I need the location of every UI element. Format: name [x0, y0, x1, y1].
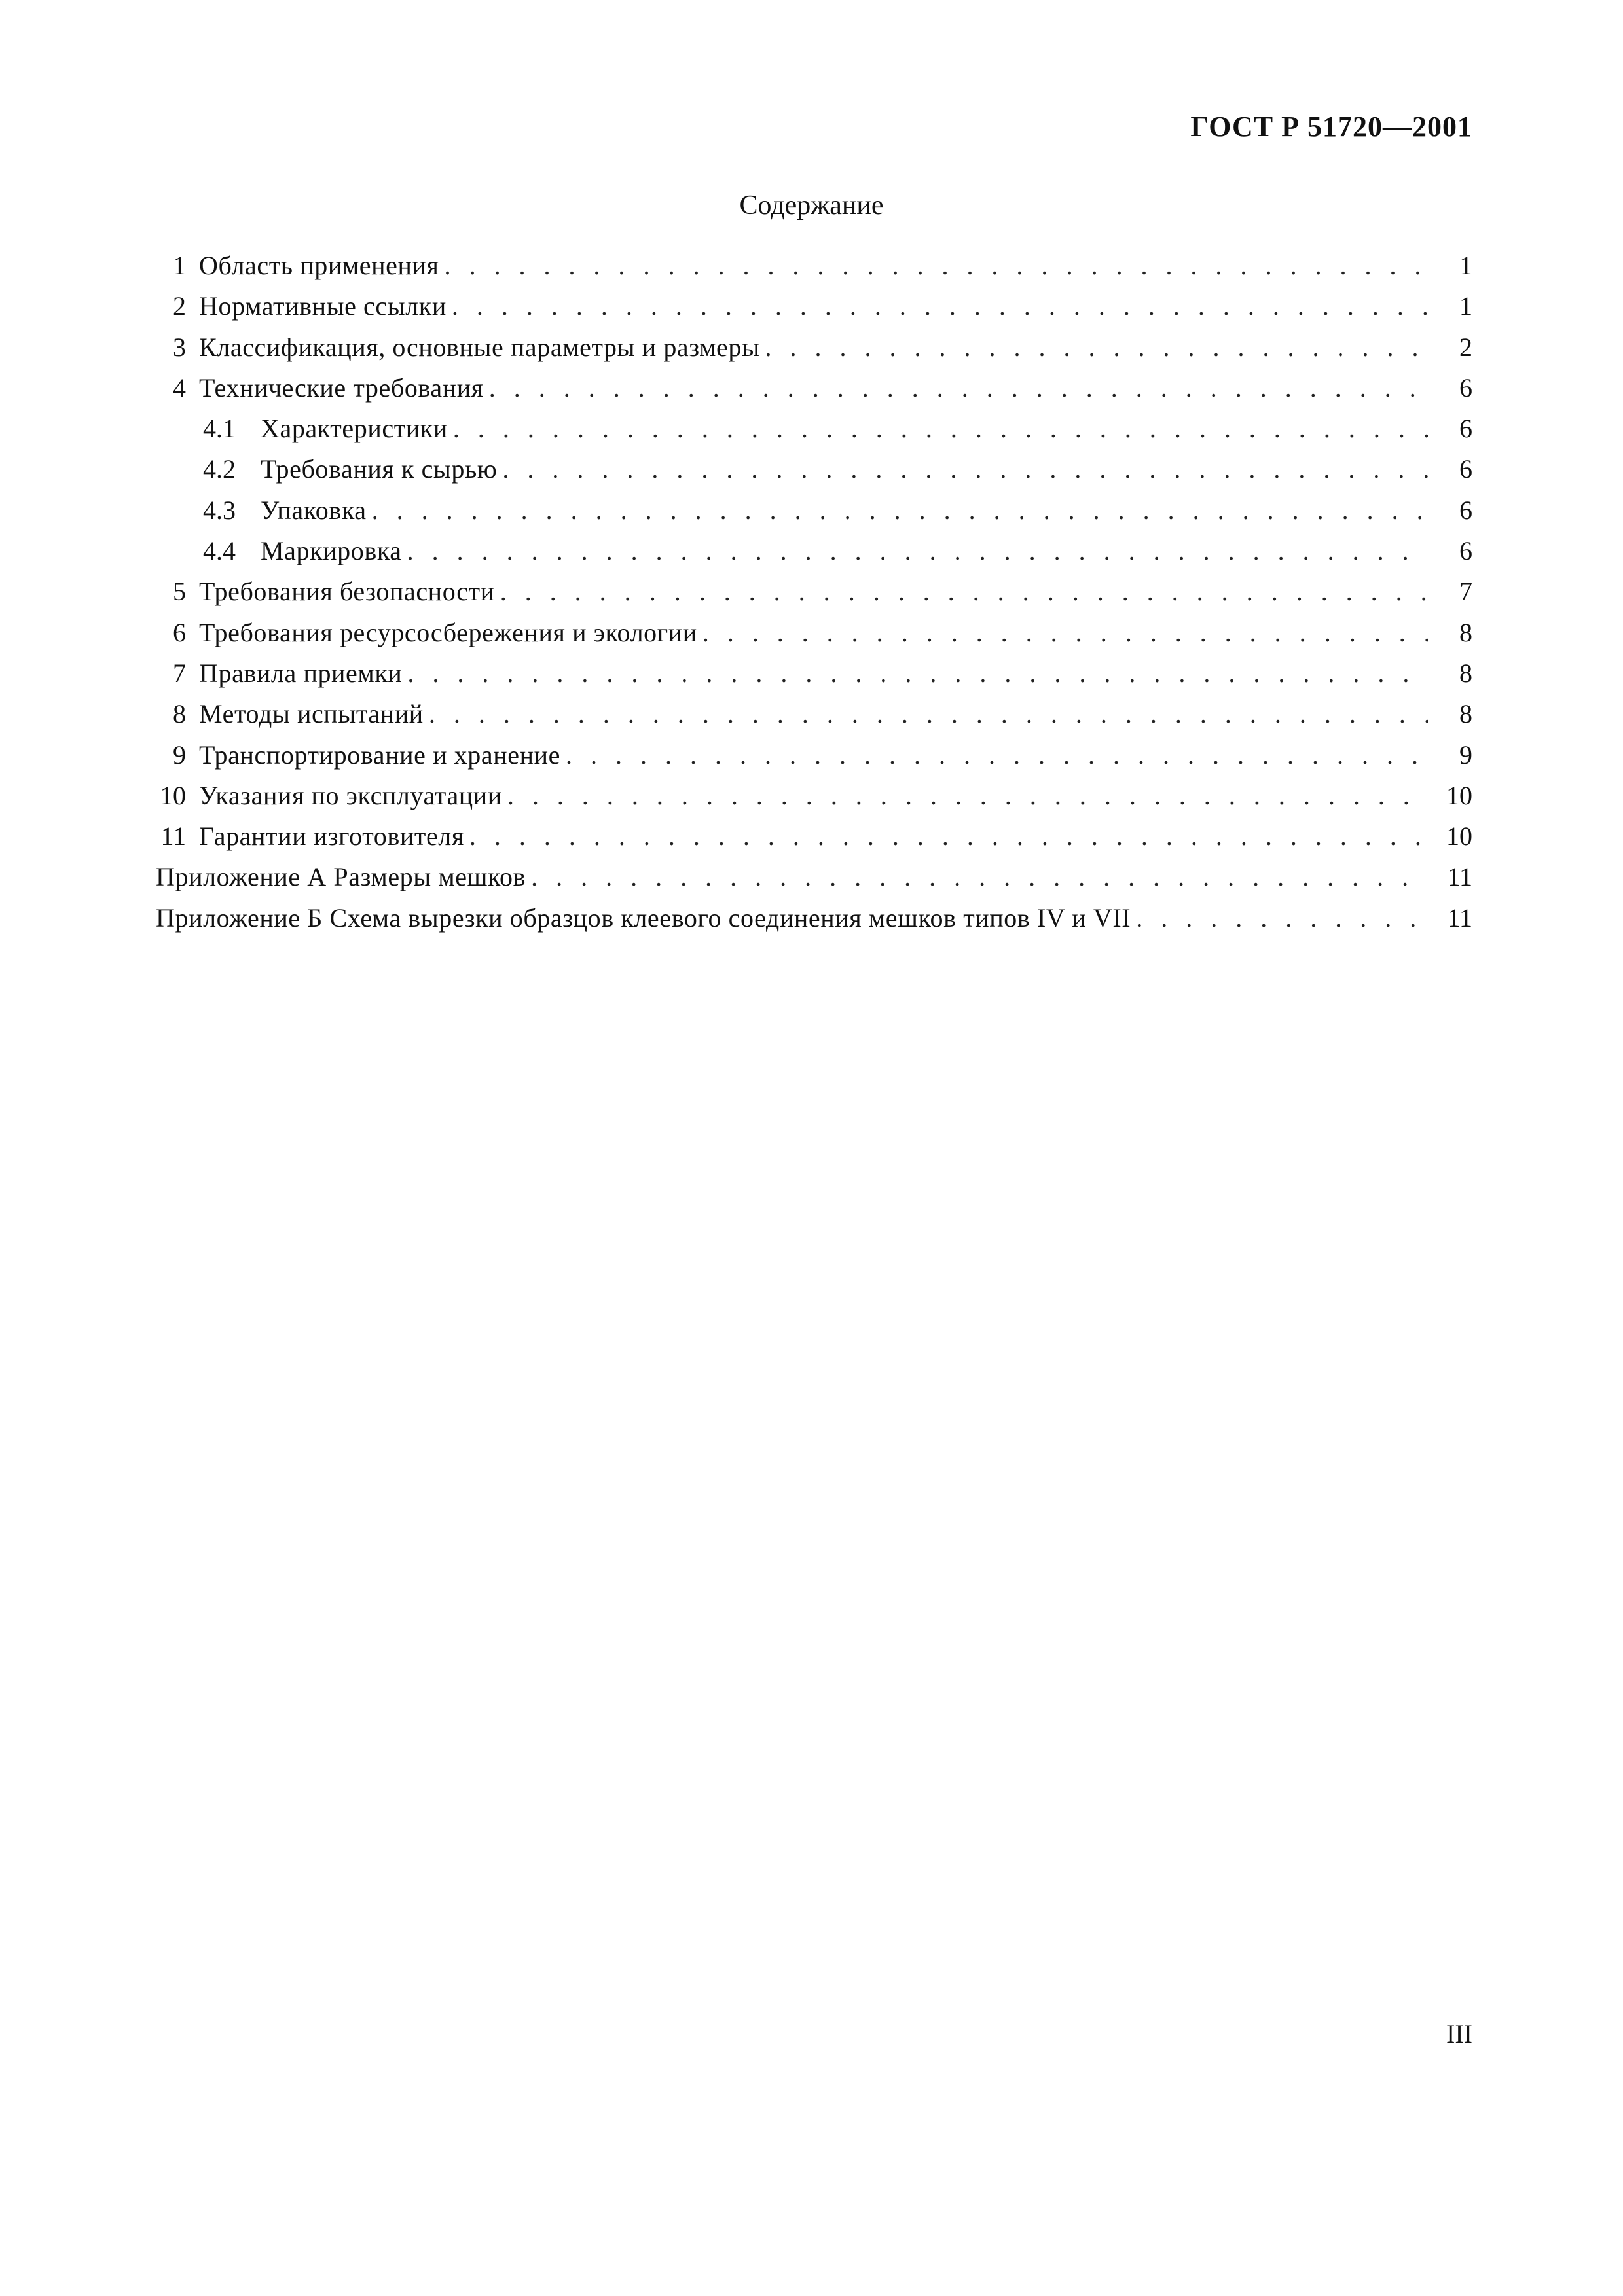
toc-dot-leader [444, 250, 1428, 281]
toc-entry-page: 9 [1459, 740, 1472, 770]
toc-dot-leader [469, 821, 1428, 852]
toc-entry-number: 9 [173, 740, 186, 770]
toc-entry-number: 4.3 [203, 495, 236, 525]
toc-entry-page: 6 [1459, 495, 1472, 525]
toc-entry-title: Упаковка [261, 495, 367, 525]
toc-dot-leader [372, 495, 1428, 526]
toc-entry-number: 8 [173, 699, 186, 729]
toc-entry-page: 7 [1459, 577, 1472, 607]
toc-entry[interactable] [156, 250, 1472, 291]
toc-entry[interactable] [156, 535, 1472, 576]
toc-entry-title: Требования ресурсосбережения и экологии [199, 617, 697, 647]
toc-entry-title: Гарантии изготовителя [199, 821, 464, 852]
toc-entry-number: 1 [173, 251, 186, 280]
toc-entry-page: 10 [1446, 821, 1472, 852]
toc-dot-leader [453, 413, 1428, 444]
toc-entry[interactable] [156, 861, 1472, 902]
toc-entry[interactable] [156, 454, 1472, 494]
toc-entry-number: 7 [173, 658, 186, 688]
toc-entry-page: 6 [1459, 414, 1472, 444]
toc-entry[interactable] [156, 903, 1472, 943]
toc-dot-leader [407, 658, 1428, 689]
toc-entry[interactable] [156, 740, 1472, 780]
toc-entry-number: 3 [173, 332, 186, 362]
toc-entry-number: 5 [173, 577, 186, 607]
toc-dot-leader [452, 291, 1428, 321]
toc-entry-page: 8 [1459, 617, 1472, 647]
document-code: ГОСТ Р 51720—2001 [1190, 111, 1472, 143]
toc-entry[interactable] [156, 780, 1472, 821]
toc-entry-title: Маркировка [261, 536, 402, 566]
toc-entry-page: 8 [1459, 699, 1472, 729]
toc-dot-leader [407, 535, 1428, 566]
toc-entry[interactable] [156, 291, 1472, 331]
toc-entry-title: Указания по эксплуатации [199, 780, 502, 810]
toc-entry-number: 6 [173, 617, 186, 647]
toc-entry-title: Требования к сырью [261, 454, 498, 484]
toc-entry-title: Область применения [199, 251, 439, 280]
toc-entry-number: 11 [160, 821, 186, 852]
toc-entry-page: 8 [1459, 658, 1472, 688]
toc-entry[interactable] [156, 372, 1472, 413]
toc-dot-leader [489, 372, 1428, 403]
toc-entry[interactable] [156, 576, 1472, 617]
toc-entry-number: 10 [160, 780, 186, 810]
toc-entry[interactable] [156, 495, 1472, 535]
toc-entry-number: 2 [173, 291, 186, 321]
toc-dot-leader [429, 698, 1428, 729]
toc-dot-leader [1136, 903, 1428, 933]
toc-dot-leader [566, 740, 1428, 770]
toc-entry-page: 11 [1447, 903, 1472, 933]
toc-entry-page: 2 [1459, 332, 1472, 362]
toc-dot-leader [502, 454, 1428, 484]
toc-entry[interactable] [156, 413, 1472, 454]
toc-entry[interactable] [156, 617, 1472, 658]
toc-entry[interactable] [156, 658, 1472, 698]
toc-entry-number: 4 [173, 372, 186, 403]
toc-entry-title: Правила приемки [199, 658, 403, 688]
toc-entry-title: Технические требования [199, 372, 484, 403]
toc-entry-page: 11 [1447, 862, 1472, 892]
toc-entry-page: 6 [1459, 372, 1472, 403]
toc-entry-number: 4.2 [203, 454, 236, 484]
toc-entry-page: 10 [1446, 780, 1472, 810]
table-of-contents [156, 250, 1472, 943]
toc-entry-page: 6 [1459, 536, 1472, 566]
toc-dot-leader [702, 617, 1428, 648]
toc-heading: Содержание [739, 190, 884, 221]
toc-dot-leader [765, 332, 1428, 363]
toc-entry-title: Требования безопасности [199, 577, 495, 607]
toc-dot-leader [507, 780, 1428, 811]
toc-entry-title: Нормативные ссылки [199, 291, 447, 321]
toc-entry-page: 1 [1459, 251, 1472, 280]
toc-dot-leader [500, 576, 1428, 607]
toc-entry-title: Методы испытаний [199, 699, 424, 729]
toc-entry[interactable] [156, 821, 1472, 861]
toc-entry[interactable] [156, 332, 1472, 372]
toc-entry[interactable] [156, 698, 1472, 739]
toc-dot-leader [531, 861, 1428, 892]
toc-entry-title: Приложение А Размеры мешков [156, 862, 526, 892]
toc-entry-title: Классификация, основные параметры и размеры [199, 332, 760, 362]
toc-entry-title: Характеристики [261, 414, 448, 444]
page-number: III [1446, 2019, 1472, 2049]
toc-entry-title: Транспортирование и хранение [199, 740, 560, 770]
toc-entry-number: 4.4 [203, 536, 236, 566]
toc-entry-title: Приложение Б Схема вырезки образцов клеевого соединения мешков типов IV и VII [156, 903, 1131, 933]
toc-entry-number: 4.1 [203, 414, 236, 444]
toc-entry-page: 1 [1459, 291, 1472, 321]
toc-entry-page: 6 [1459, 454, 1472, 484]
